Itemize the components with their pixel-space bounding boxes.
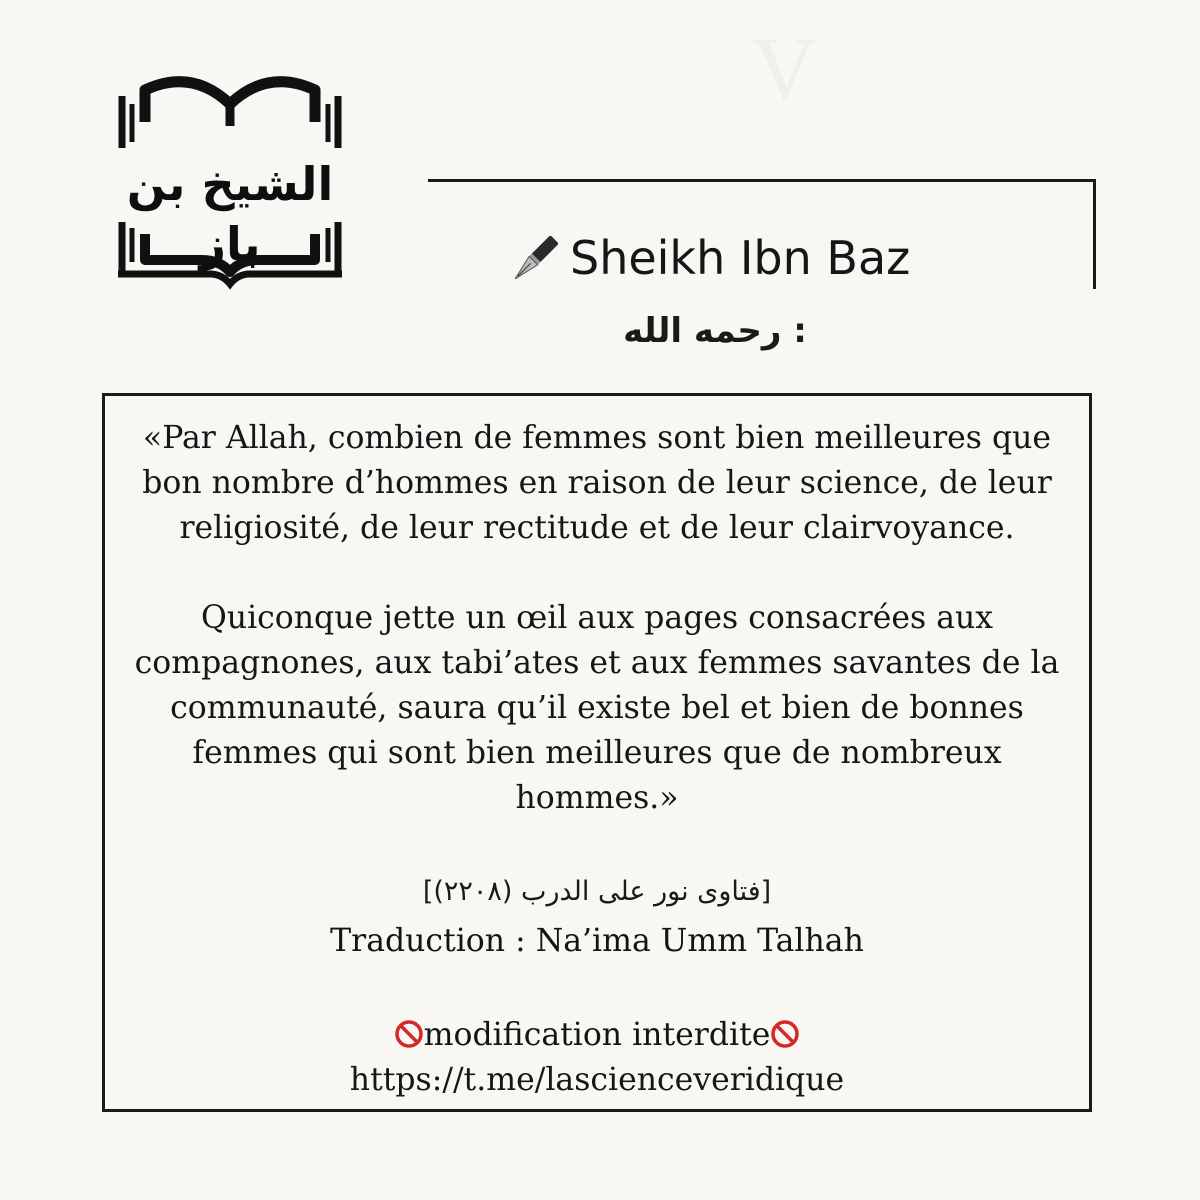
notice-text: modification interdite (423, 1017, 771, 1053)
quote-paragraph-1: «Par Allah, combien de femmes sont bien meilleures que bon nombre d’hommes en raison de leur science, de leur religiosité, de leur rectitude et de leur clairvoyance. (142, 420, 1052, 546)
logo (110, 62, 350, 292)
prohibited-icon (394, 1017, 424, 1047)
modification-notice (105, 1013, 1089, 1058)
title-text: Sheikh Ibn Baz (570, 231, 911, 285)
quote-paragraph-2: Quiconque jette un œil aux pages consacrées aux compagnones, aux tabi’ates et aux femmes savantes de la communauté, saura qu’il existe bel et bien de bonnes femmes qui sont bien meilleures que de nombreux hommes.» (134, 600, 1060, 816)
telegram-link[interactable]: https://t.me/lascienceveridique (349, 1062, 845, 1098)
translator-credit: Traduction : Na’ima Umm Talhah (330, 923, 864, 959)
quote-box (102, 393, 1092, 1112)
fountain-pen-icon (500, 234, 564, 290)
page-title (500, 228, 940, 290)
header-right-rule (1093, 179, 1096, 289)
watermark-letter: V (752, 20, 817, 119)
logo-arabic-name: الشيخ بن باز (126, 157, 334, 271)
subtitle-arabic: : رحمه الله (623, 311, 807, 351)
header-top-rule (428, 179, 1096, 182)
quote-body (119, 416, 1075, 821)
source-reference: [فتاوى نور على الدرب (٢٢٠٨)] (422, 876, 772, 907)
prohibited-icon (770, 1017, 800, 1047)
